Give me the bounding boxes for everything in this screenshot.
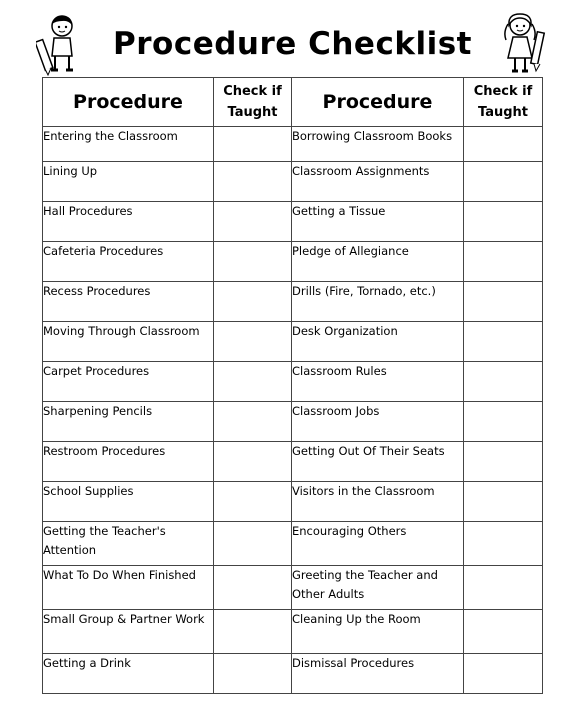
check-box[interactable] <box>464 202 543 242</box>
procedure-header-left: Procedure <box>43 78 214 127</box>
procedure-item: Visitors in the Classroom <box>292 482 464 522</box>
check-box[interactable] <box>214 322 292 362</box>
procedure-item: Sharpening Pencils <box>43 402 214 442</box>
procedure-item: Classroom Jobs <box>292 402 464 442</box>
procedure-item: Getting a Drink <box>43 654 214 694</box>
boy-with-pencil-icon <box>36 14 84 76</box>
procedure-item: Getting Out Of Their Seats <box>292 442 464 482</box>
table-row <box>43 610 543 654</box>
check-box[interactable] <box>214 654 292 694</box>
check-box[interactable] <box>214 522 292 566</box>
procedure-item: Drills (Fire, Tornado, etc.) <box>292 282 464 322</box>
table-row <box>43 482 543 522</box>
procedure-item: Recess Procedures <box>43 282 214 322</box>
table-row <box>43 162 543 202</box>
table-row <box>43 522 543 566</box>
check-header-line1: Check if <box>473 84 533 99</box>
procedure-item: What To Do When Finished <box>43 566 214 610</box>
check-box[interactable] <box>464 442 543 482</box>
procedure-item: Getting the Teacher's Attention <box>43 522 214 566</box>
check-box[interactable] <box>214 442 292 482</box>
table-row <box>43 242 543 282</box>
table-row <box>43 282 543 322</box>
check-box[interactable] <box>214 242 292 282</box>
check-box[interactable] <box>464 322 543 362</box>
procedure-item: Lining Up <box>43 162 214 202</box>
procedure-item: Getting a Tissue <box>292 202 464 242</box>
check-box[interactable] <box>214 162 292 202</box>
procedure-item: Restroom Procedures <box>43 442 214 482</box>
check-box[interactable] <box>464 654 543 694</box>
check-box[interactable] <box>214 202 292 242</box>
check-box[interactable] <box>464 127 543 162</box>
check-box[interactable] <box>464 282 543 322</box>
procedure-item: Greeting the Teacher and Other Adults <box>292 566 464 610</box>
page-title: Procedure Checklist <box>113 26 472 62</box>
procedure-item: Classroom Rules <box>292 362 464 402</box>
header-row <box>43 78 543 127</box>
girl-with-pencil-icon <box>500 12 546 76</box>
procedure-item: School Supplies <box>43 482 214 522</box>
checklist-table <box>42 77 543 694</box>
procedure-item: Pledge of Allegiance <box>292 242 464 282</box>
check-box[interactable] <box>464 162 543 202</box>
check-box[interactable] <box>214 610 292 654</box>
table-row <box>43 402 543 442</box>
table-row <box>43 127 543 162</box>
procedure-item: Moving Through Classroom <box>43 322 214 362</box>
check-box[interactable] <box>214 566 292 610</box>
check-box[interactable] <box>464 402 543 442</box>
procedure-item: Desk Organization <box>292 322 464 362</box>
check-header-line2: Taught <box>227 105 278 120</box>
procedure-item: Small Group & Partner Work <box>43 610 214 654</box>
check-box[interactable] <box>214 282 292 322</box>
check-if-taught-header-right <box>464 78 543 127</box>
check-box[interactable] <box>464 242 543 282</box>
check-box[interactable] <box>214 362 292 402</box>
procedure-item: Carpet Procedures <box>43 362 214 402</box>
table-row <box>43 322 543 362</box>
check-box[interactable] <box>464 482 543 522</box>
table-row <box>43 362 543 402</box>
procedure-header-right: Procedure <box>292 78 464 127</box>
table-row <box>43 566 543 610</box>
table-row <box>43 442 543 482</box>
procedure-item: Encouraging Others <box>292 522 464 566</box>
check-box[interactable] <box>464 362 543 402</box>
check-header-line2: Taught <box>478 105 528 120</box>
table-row <box>43 654 543 694</box>
check-box[interactable] <box>464 566 543 610</box>
check-box[interactable] <box>214 482 292 522</box>
procedure-item: Dismissal Procedures <box>292 654 464 694</box>
check-box[interactable] <box>464 522 543 566</box>
procedure-item: Borrowing Classroom Books <box>292 127 464 162</box>
procedure-item: Classroom Assignments <box>292 162 464 202</box>
procedure-item: Cleaning Up the Room <box>292 610 464 654</box>
procedure-item: Entering the Classroom <box>43 127 214 162</box>
check-box[interactable] <box>214 127 292 162</box>
check-header-line1: Check if <box>223 84 282 99</box>
check-box[interactable] <box>464 610 543 654</box>
procedure-item: Hall Procedures <box>43 202 214 242</box>
procedure-item: Cafeteria Procedures <box>43 242 214 282</box>
check-box[interactable] <box>214 402 292 442</box>
check-if-taught-header-left <box>214 78 292 127</box>
table-row <box>43 202 543 242</box>
